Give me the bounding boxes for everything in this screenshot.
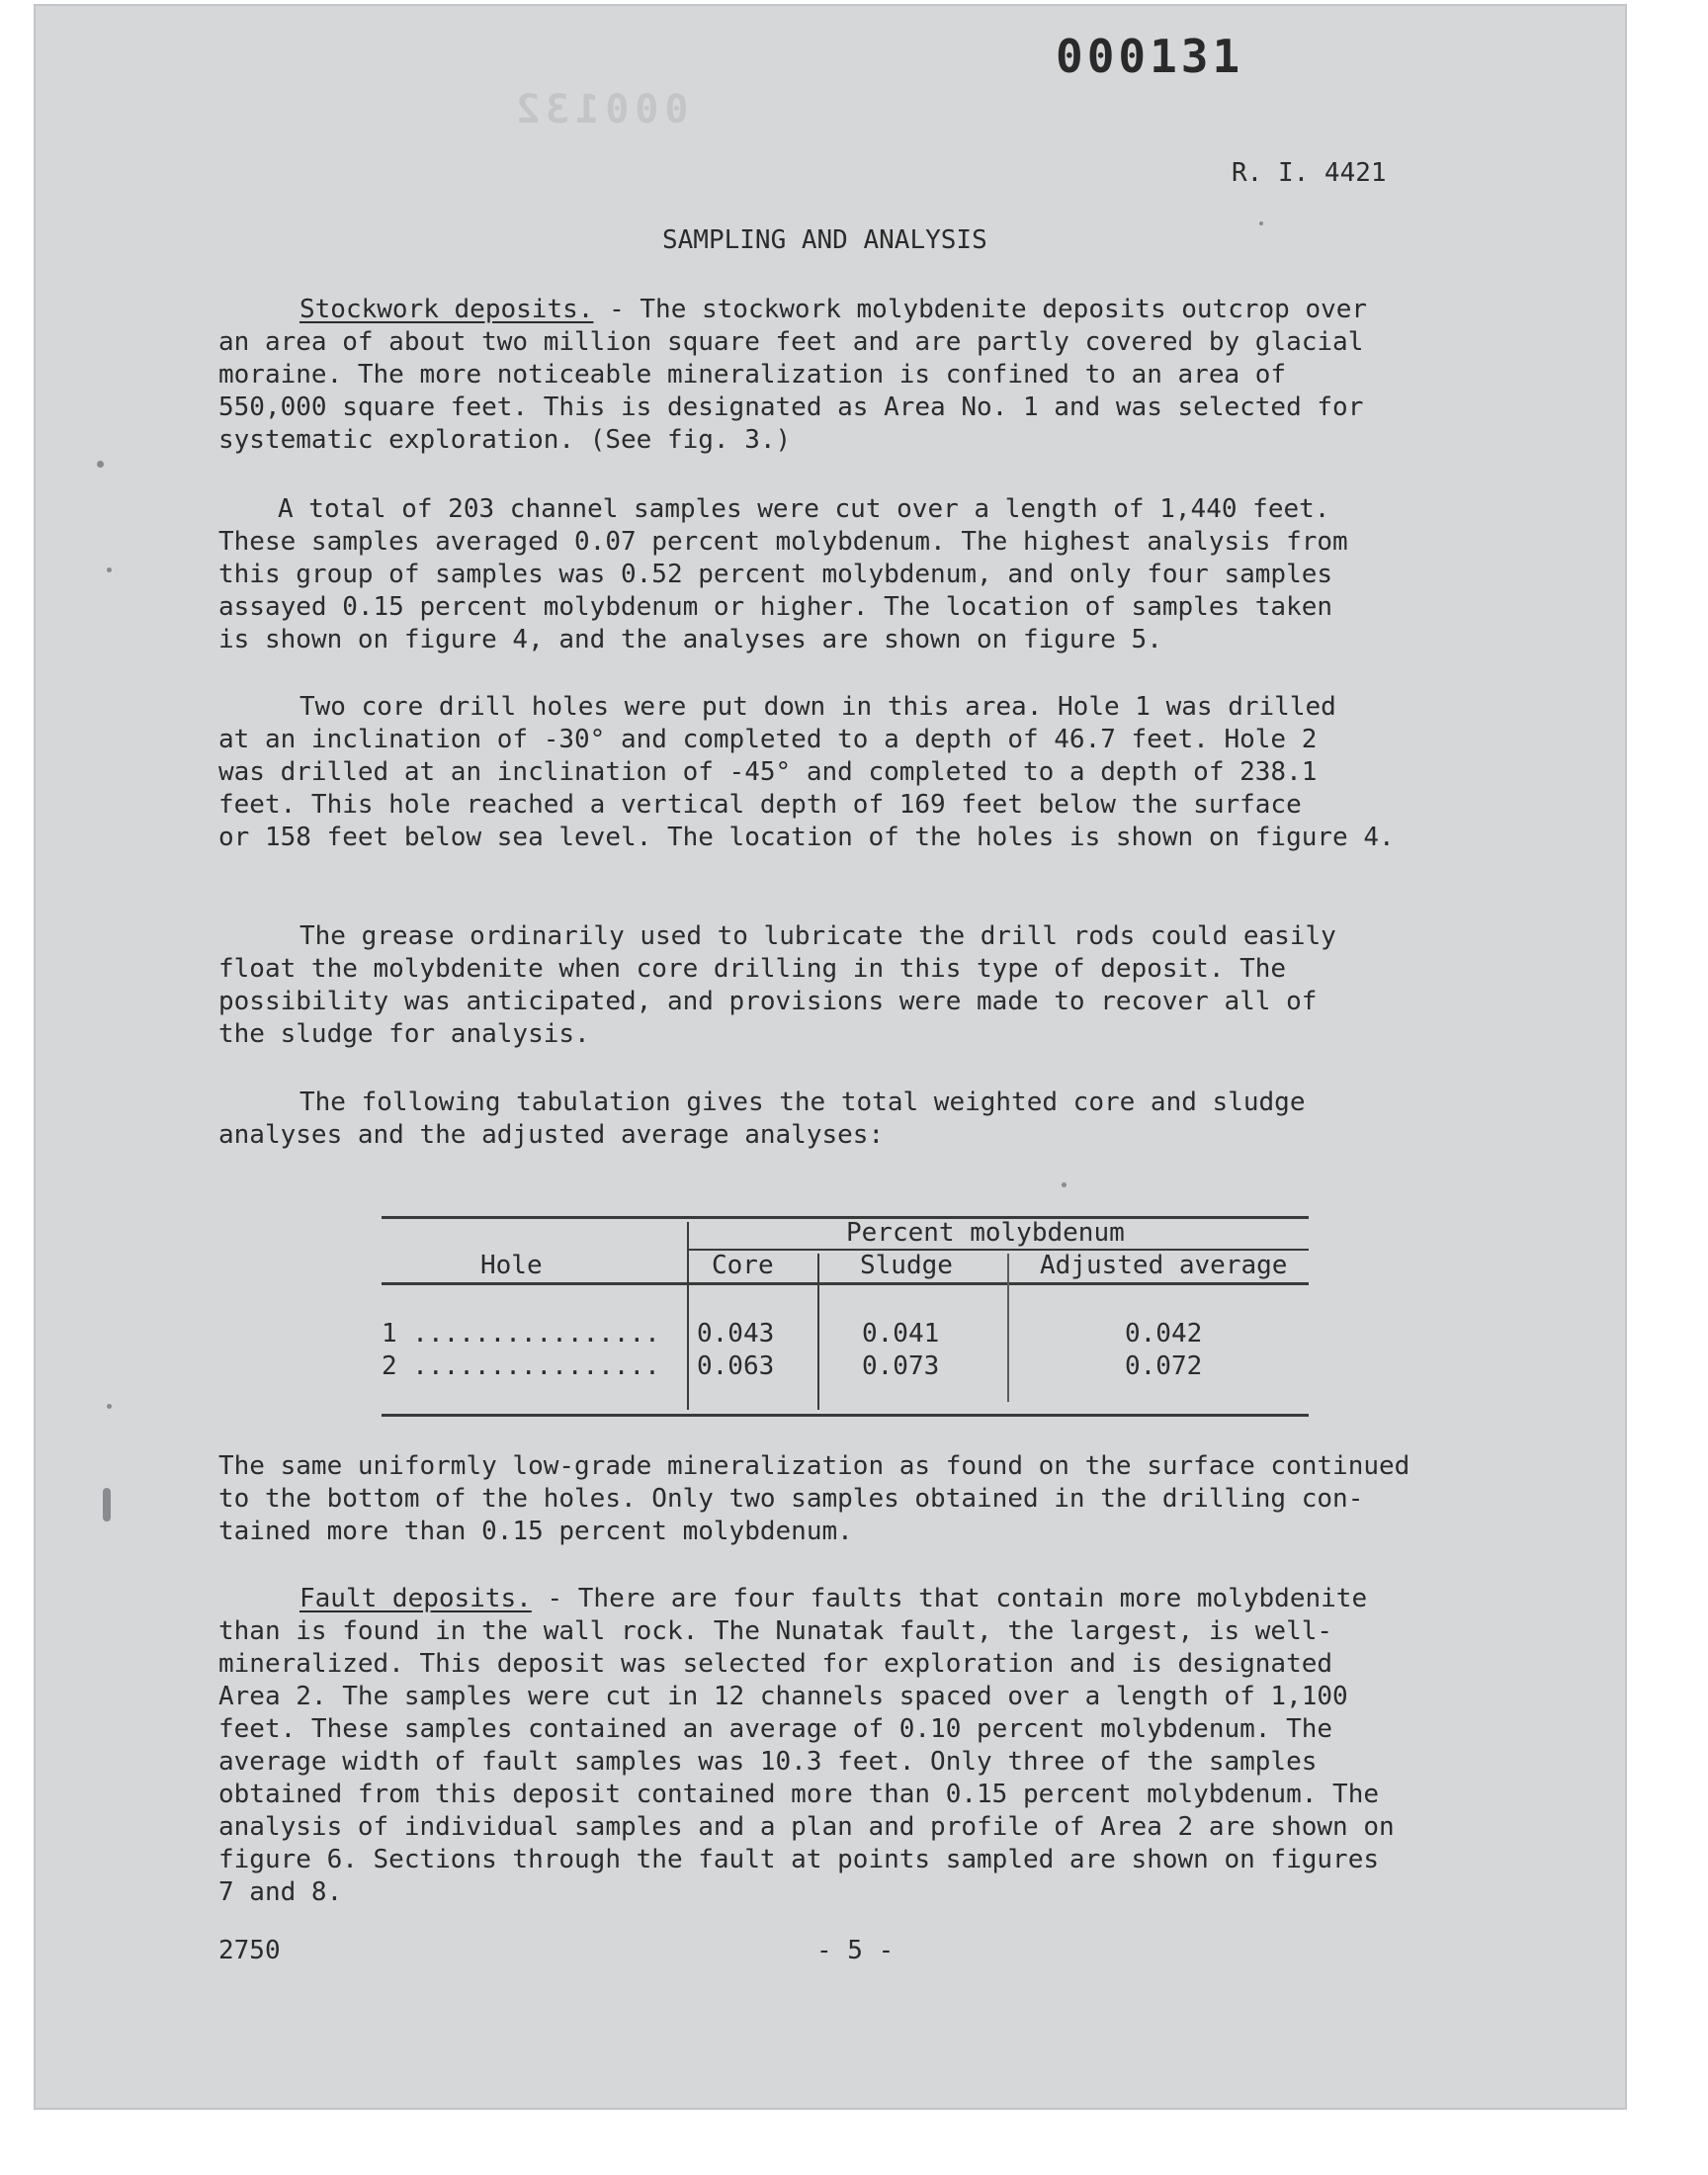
table-cell-adjusted: 0.042 bbox=[1125, 1319, 1203, 1348]
report-id: R. I. 4421 bbox=[1232, 158, 1387, 188]
paragraph-line: The same uniformly low-grade mineralization as found on the surface continued bbox=[218, 1451, 1410, 1481]
paragraph-line: 7 and 8. bbox=[218, 1877, 343, 1907]
paragraph-line: this group of samples was 0.52 percent molybdenum, and only four samples bbox=[218, 560, 1333, 589]
paragraph-line bbox=[299, 295, 1367, 324]
paragraph-line: at an inclination of -30° and completed to a depth of 46.7 feet. Hole 2 bbox=[218, 725, 1318, 754]
paragraph-line: an area of about two million square feet and are partly covered by glacial bbox=[218, 327, 1364, 357]
table-header-adjusted: Adjusted average bbox=[1040, 1251, 1288, 1280]
paragraph-line: assayed 0.15 percent molybdenum or higher. The location of samples taken bbox=[218, 592, 1333, 622]
paragraph-line: A total of 203 channel samples were cut over a length of 1,440 feet. bbox=[278, 494, 1330, 524]
paragraph-line: systematic exploration. (See fig. 3.) bbox=[218, 425, 792, 455]
table-header-hole: Hole bbox=[480, 1251, 543, 1280]
paragraph-line: feet. This hole reached a vertical depth of 169 feet below the surface bbox=[218, 790, 1302, 820]
paragraph-line: obtained from this deposit contained more than 0.15 percent molybdenum. The bbox=[218, 1780, 1379, 1809]
table-cell-adjusted: 0.072 bbox=[1125, 1351, 1203, 1381]
table-cell-sludge: 0.073 bbox=[862, 1351, 940, 1381]
paragraph-line: mineralized. This deposit was selected for exploration and is designated bbox=[218, 1649, 1333, 1679]
scan-mark bbox=[103, 1488, 111, 1522]
section-title: SAMPLING AND ANALYSIS bbox=[662, 225, 987, 255]
table-cell-core: 0.043 bbox=[697, 1319, 775, 1348]
table-header-sludge: Sludge bbox=[860, 1251, 953, 1280]
paragraph-line: 550,000 square feet. This is designated as Area No. 1 and was selected for bbox=[218, 392, 1364, 422]
footer-code: 2750 bbox=[218, 1936, 281, 1965]
table-row-hole: 1 ................ bbox=[382, 1319, 660, 1348]
scan-speck bbox=[1062, 1182, 1067, 1187]
table-cell-core: 0.063 bbox=[697, 1351, 775, 1381]
paragraph-line: figure 6. Sections through the fault at points sampled are shown on figures bbox=[218, 1845, 1379, 1874]
paragraph-line: Two core drill holes were put down in this area. Hole 1 was drilled bbox=[299, 692, 1336, 722]
paragraph-line: The following tabulation gives the total weighted core and sludge bbox=[299, 1088, 1306, 1117]
table-bottom-rule bbox=[382, 1414, 1309, 1417]
bates-number-stamp: 000131 bbox=[1056, 30, 1244, 83]
paragraph-line: These samples averaged 0.07 percent molybdenum. The highest analysis from bbox=[218, 527, 1348, 557]
scan-speck bbox=[97, 461, 104, 468]
paragraph-line: The grease ordinarily used to lubricate the drill rods could easily bbox=[299, 921, 1336, 951]
table-header-core: Core bbox=[712, 1251, 774, 1280]
paragraph-line: feet. These samples contained an average of 0.10 percent molybdenum. The bbox=[218, 1714, 1333, 1744]
paragraph-text: - The stockwork molybdenite deposits outcrop over bbox=[593, 295, 1368, 324]
page-number: - 5 - bbox=[816, 1936, 895, 1965]
table-header-rule bbox=[382, 1282, 1309, 1285]
paragraph-line: was drilled at an inclination of -45° and completed to a depth of 238.1 bbox=[218, 757, 1318, 787]
paragraph-line: to the bottom of the holes. Only two samples obtained in the drilling con- bbox=[218, 1484, 1364, 1514]
paragraph-line: possibility was anticipated, and provisions were made to recover all of bbox=[218, 987, 1318, 1016]
table-column-divider bbox=[687, 1222, 689, 1410]
table-column-divider bbox=[817, 1254, 819, 1410]
table-column-divider bbox=[1007, 1254, 1009, 1402]
paragraph-line: than is found in the wall rock. The Nunatak fault, the largest, is well- bbox=[218, 1616, 1333, 1646]
paragraph-line: the sludge for analysis. bbox=[218, 1019, 590, 1049]
paragraph-text: - There are four faults that contain more molybdenite bbox=[531, 1584, 1368, 1613]
subheading-stockwork: Stockwork deposits. bbox=[299, 295, 594, 324]
paragraph-line: moraine. The more noticeable mineralization is confined to an area of bbox=[218, 360, 1287, 390]
paragraph-line: Area 2. The samples were cut in 12 channels spaced over a length of 1,100 bbox=[218, 1682, 1348, 1711]
subheading-fault: Fault deposits. bbox=[299, 1584, 532, 1613]
scan-speck bbox=[1259, 221, 1263, 225]
bleed-through-stamp: 000132 bbox=[510, 87, 689, 132]
paragraph-line: or 158 feet below sea level. The location of the holes is shown on figure 4. bbox=[218, 823, 1395, 852]
paragraph-line: is shown on figure 4, and the analyses are shown on figure 5. bbox=[218, 625, 1162, 654]
paragraph-line: analyses and the adjusted average analyses: bbox=[218, 1120, 885, 1150]
scan-speck bbox=[107, 1404, 112, 1409]
paragraph-line: tained more than 0.15 percent molybdenum. bbox=[218, 1517, 853, 1546]
paragraph-line: float the molybdenite when core drilling in this type of deposit. The bbox=[218, 954, 1287, 984]
table-top-rule bbox=[382, 1216, 1309, 1219]
table-row-hole: 2 ................ bbox=[382, 1351, 660, 1381]
scan-speck bbox=[107, 567, 112, 572]
paragraph-line: average width of fault samples was 10.3 feet. Only three of the samples bbox=[218, 1747, 1318, 1777]
paragraph-line bbox=[299, 1584, 1367, 1613]
table-group-header: Percent molybdenum bbox=[846, 1218, 1125, 1248]
paragraph-line: analysis of individual samples and a plan and profile of Area 2 are shown on bbox=[218, 1812, 1395, 1842]
table-cell-sludge: 0.041 bbox=[862, 1319, 940, 1348]
